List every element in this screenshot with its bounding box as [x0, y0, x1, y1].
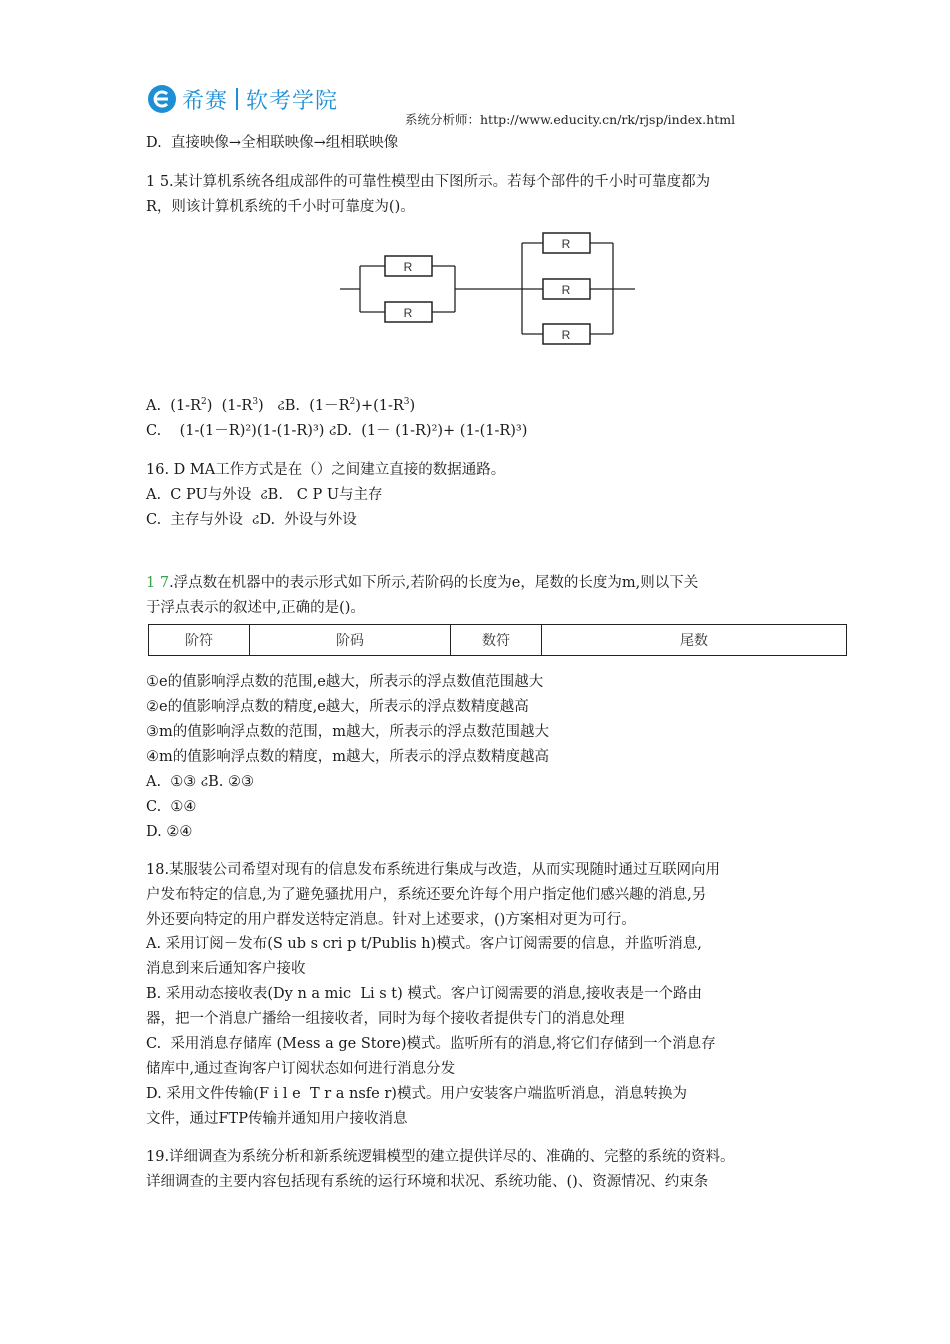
q17-stem-line2: 于浮点表示的叙述中,正确的是()。 — [146, 600, 365, 616]
brand-logo — [148, 83, 338, 115]
brand-name-right: 软考学院 — [246, 88, 339, 114]
q18-option-c-line1: C. 采用消息存储库 (Mess a ge Store)模式。监听所有的消息,将它们存储到一个消息存 — [146, 1036, 716, 1052]
q18-option-a-line1: A. 采用订阅－发布(S ub s cri p t/Publis h)模式。客户订阅需要的信息，并监听消息, — [146, 936, 702, 952]
q19-stem-line2: 详细调查的主要内容包括现有系统的运行环境和状况、系统功能、()、资源情况、约束条 — [146, 1174, 709, 1190]
q16-options-cd: C. 主存与外设 ઢD. 外设与外设 — [146, 512, 357, 528]
q15-stem-line1: 1 5.某计算机系统各组成部件的可靠性模型由下图所示。若每个部件的千小时可靠度都为 — [146, 174, 711, 190]
mark-icon: ઢ — [260, 487, 268, 503]
component-label: R — [561, 283, 571, 297]
q15-number: 1 5. — [146, 174, 174, 190]
reliability-diagram — [340, 228, 640, 353]
q18-option-d-line2: 文件，通过FTP传输并通知用户接收消息 — [146, 1111, 408, 1127]
q18-stem-line1: 18.某服装公司希望对现有的信息发布系统进行集成与改造，从而实现随时通过互联网向用 — [146, 862, 721, 878]
q16-stem: 16. D MA工作方式是在（）之间建立直接的数据通路。 — [146, 462, 506, 478]
component-label: R — [403, 306, 413, 320]
q18-stem-line3: 外还要向特定的用户群发送特定消息。针对上述要求，()方案相对更为可行。 — [146, 912, 636, 928]
q15-options-cd: C. (1-(1－R)²)(1-(1-R)³) ઢD. (1－ (1-R)²)+ (1-(1-R)³) — [146, 423, 528, 439]
brand-name-left: 希赛 — [182, 88, 229, 114]
q18-option-b-line1: B. 采用动态接收表(Dy n a mic Li s t) 模式。客户订阅需要的消息,接收表是一个路由 — [146, 986, 703, 1002]
q17-statement-4: ④m的值影响浮点数的精度，m越大，所表示的浮点数精度越高 — [146, 749, 549, 765]
field-mantissa-sign: 数符 — [451, 625, 542, 656]
float-format-table — [148, 624, 847, 656]
q17-option-c: C. ①④ — [146, 799, 197, 815]
q18-option-a-line2: 消息到来后通知客户接收 — [146, 961, 306, 977]
q17-statement-1: ①e的值影响浮点数的范围,e越大，所表示的浮点数值范围越大 — [146, 674, 544, 690]
logo-e-icon — [148, 85, 176, 113]
q19-stem-line1: 19.详细调查为系统分析和新系统逻辑模型的建立提供详尽的、准确的、完整的系统的资料。 — [146, 1149, 735, 1165]
component-label: R — [561, 328, 571, 342]
brand-divider — [236, 88, 238, 110]
field-exponent: 阶码 — [250, 625, 451, 656]
header-url[interactable]: 系统分析师：http://www.educity.cn/rk/rjsp/index.html — [405, 112, 736, 127]
q18-option-d-line1: D. 采用文件传输(F i l e T r a nsfe r)模式。用户安装客户端监听消息，消息转换为 — [146, 1086, 687, 1102]
q17-number: 1 7 — [146, 575, 170, 591]
q16-options-ab: A. C PU与外设 ઢB. C P U与主存 — [146, 487, 383, 503]
q18-option-b-line2: 器，把一个消息广播给一组接收者，同时为每个接收者提供专门的消息处理 — [146, 1011, 625, 1027]
q15-options-ab: A. $(1-R^2)$ $(1-R^3)$ ઢB. $(1-R^2)+(1-R^3)$ — [146, 397, 416, 414]
q14-option-d: D. 直接映像→全相联映像→组相联映像 — [146, 135, 399, 151]
field-mantissa: 尾数 — [542, 625, 847, 656]
mark-icon: ઢ — [200, 774, 209, 790]
mark-icon: ઢ — [277, 398, 285, 414]
q17-statement-2: ②e的值影响浮点数的精度,e越大，所表示的浮点数精度越高 — [146, 699, 529, 715]
mark-icon: ઢ — [329, 423, 337, 439]
component-label: R — [403, 260, 413, 274]
q17-options-ab: A. ①③ ઢB. ②③ — [146, 774, 254, 790]
q15-stem-line2: R，则该计算机系统的千小时可靠度为()。 — [146, 199, 415, 215]
mark-icon: ઢ — [252, 512, 260, 528]
q18-option-c-line2: 储库中,通过查询客户订阅状态如何进行消息分发 — [146, 1061, 456, 1077]
field-exponent-sign: 阶符 — [149, 625, 250, 656]
q17-statement-3: ③m的值影响浮点数的范围，m越大，所表示的浮点数范围越大 — [146, 724, 549, 740]
q18-stem-line2: 户发布特定的信息,为了避免骚扰用户，系统还要允许每个用户指定他们感兴趣的消息,另 — [146, 887, 707, 903]
q17-stem-line1: 1 7.浮点数在机器中的表示形式如下所示,若阶码的长度为e，尾数的长度为m,则以下关 — [146, 575, 699, 591]
component-label: R — [561, 237, 571, 251]
q17-option-d: D. ②④ — [146, 824, 193, 840]
